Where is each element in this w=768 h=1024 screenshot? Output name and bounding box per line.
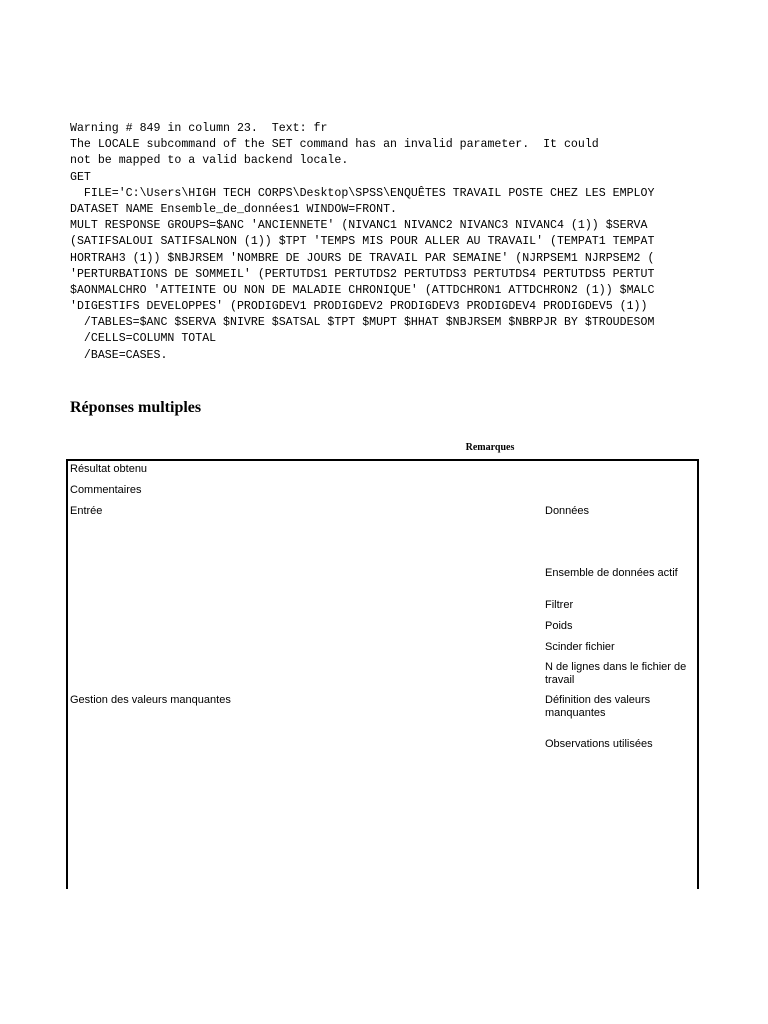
syntax-log [70, 121, 700, 364]
log-line: Warning # 849 in column 23. Text: fr [70, 122, 328, 135]
subrow-missing-def: Définition des valeurs manquantes [545, 694, 651, 719]
subrow-filter: Filtrer [545, 599, 574, 611]
row-result: Résultat obtenu [70, 463, 148, 475]
log-line: /TABLES=$ANC $SERVA $NIVRE $SATSAL $TPT $MUPT $HHAT $NBJRSEM $NBRPJR BY $TROUDESOM [70, 316, 655, 330]
subrow-weight: Poids [545, 620, 573, 632]
log-line: 'DIGESTIFS DEVELOPPES' (PRODIGDEV1 PRODIGDEV2 PRODIGDEV3 PRODIGDEV4 PRODIGDEV5 (1)) [70, 300, 648, 314]
subrow-n-rows: N de lignes dans le fichier de travail [545, 661, 687, 686]
log-line: MULT RESPONSE GROUPS=$ANC 'ANCIENNETE' (NIVANC1 NIVANC2 NIVANC3 NIVANC4 (1)) $SERVA [70, 219, 648, 233]
section-title: Réponses multiples [70, 399, 202, 416]
log-line: /CELLS=COLUMN TOTAL [70, 332, 217, 346]
log-line: FILE='C:\Users\HIGH TECH CORPS\Desktop\SPSS\ENQUÊTES TRAVAIL POSTE CHEZ LES EMPLOY [70, 186, 655, 200]
log-line: HORTRAH3 (1)) $NBJRSEM 'NOMBRE DE JOURS DE TRAVAIL PAR SEMAINE' (NJRPSEM1 NJRPSEM2 ( [70, 251, 655, 265]
row-missing: Gestion des valeurs manquantes [70, 694, 231, 706]
notes-table [66, 459, 699, 889]
log-line: not be mapped to a valid backend locale. [70, 154, 349, 168]
log-line: GET [70, 170, 91, 184]
log-line: DATASET NAME Ensemble_de_données1 WINDOW=FRONT. [70, 202, 397, 216]
log-line: 'PERTURBATIONS DE SOMMEIL' (PERTUTDS1 PERTUTDS2 PERTUTDS3 PERTUTDS4 PERTUTDS5 PERTUT [70, 267, 655, 281]
table-caption: Remarques [465, 442, 515, 453]
log-line: The LOCALE subcommand of the SET command has an invalid parameter. It could [70, 138, 599, 152]
subrow-active-dataset: Ensemble de données actif [545, 567, 678, 579]
subrow-data: Données [545, 505, 590, 517]
subrow-split-file: Scinder fichier [545, 641, 615, 653]
log-line: $AONMALCHRO 'ATTEINTE OU NON DE MALADIE CHRONIQUE' (ATTDCHRON1 ATTDCHRON2 (1)) $MALC [70, 283, 655, 297]
log-line: /BASE=CASES. [70, 348, 168, 362]
row-input: Entrée [70, 505, 103, 517]
log-line: (SATIFSALOUI SATIFSALNON (1)) $TPT 'TEMPS MIS POUR ALLER AU TRAVAIL' (TEMPAT1 TEMPAT [70, 235, 655, 249]
row-comments: Commentaires [70, 484, 142, 496]
subrow-cases-used: Observations utilisées [545, 738, 653, 750]
